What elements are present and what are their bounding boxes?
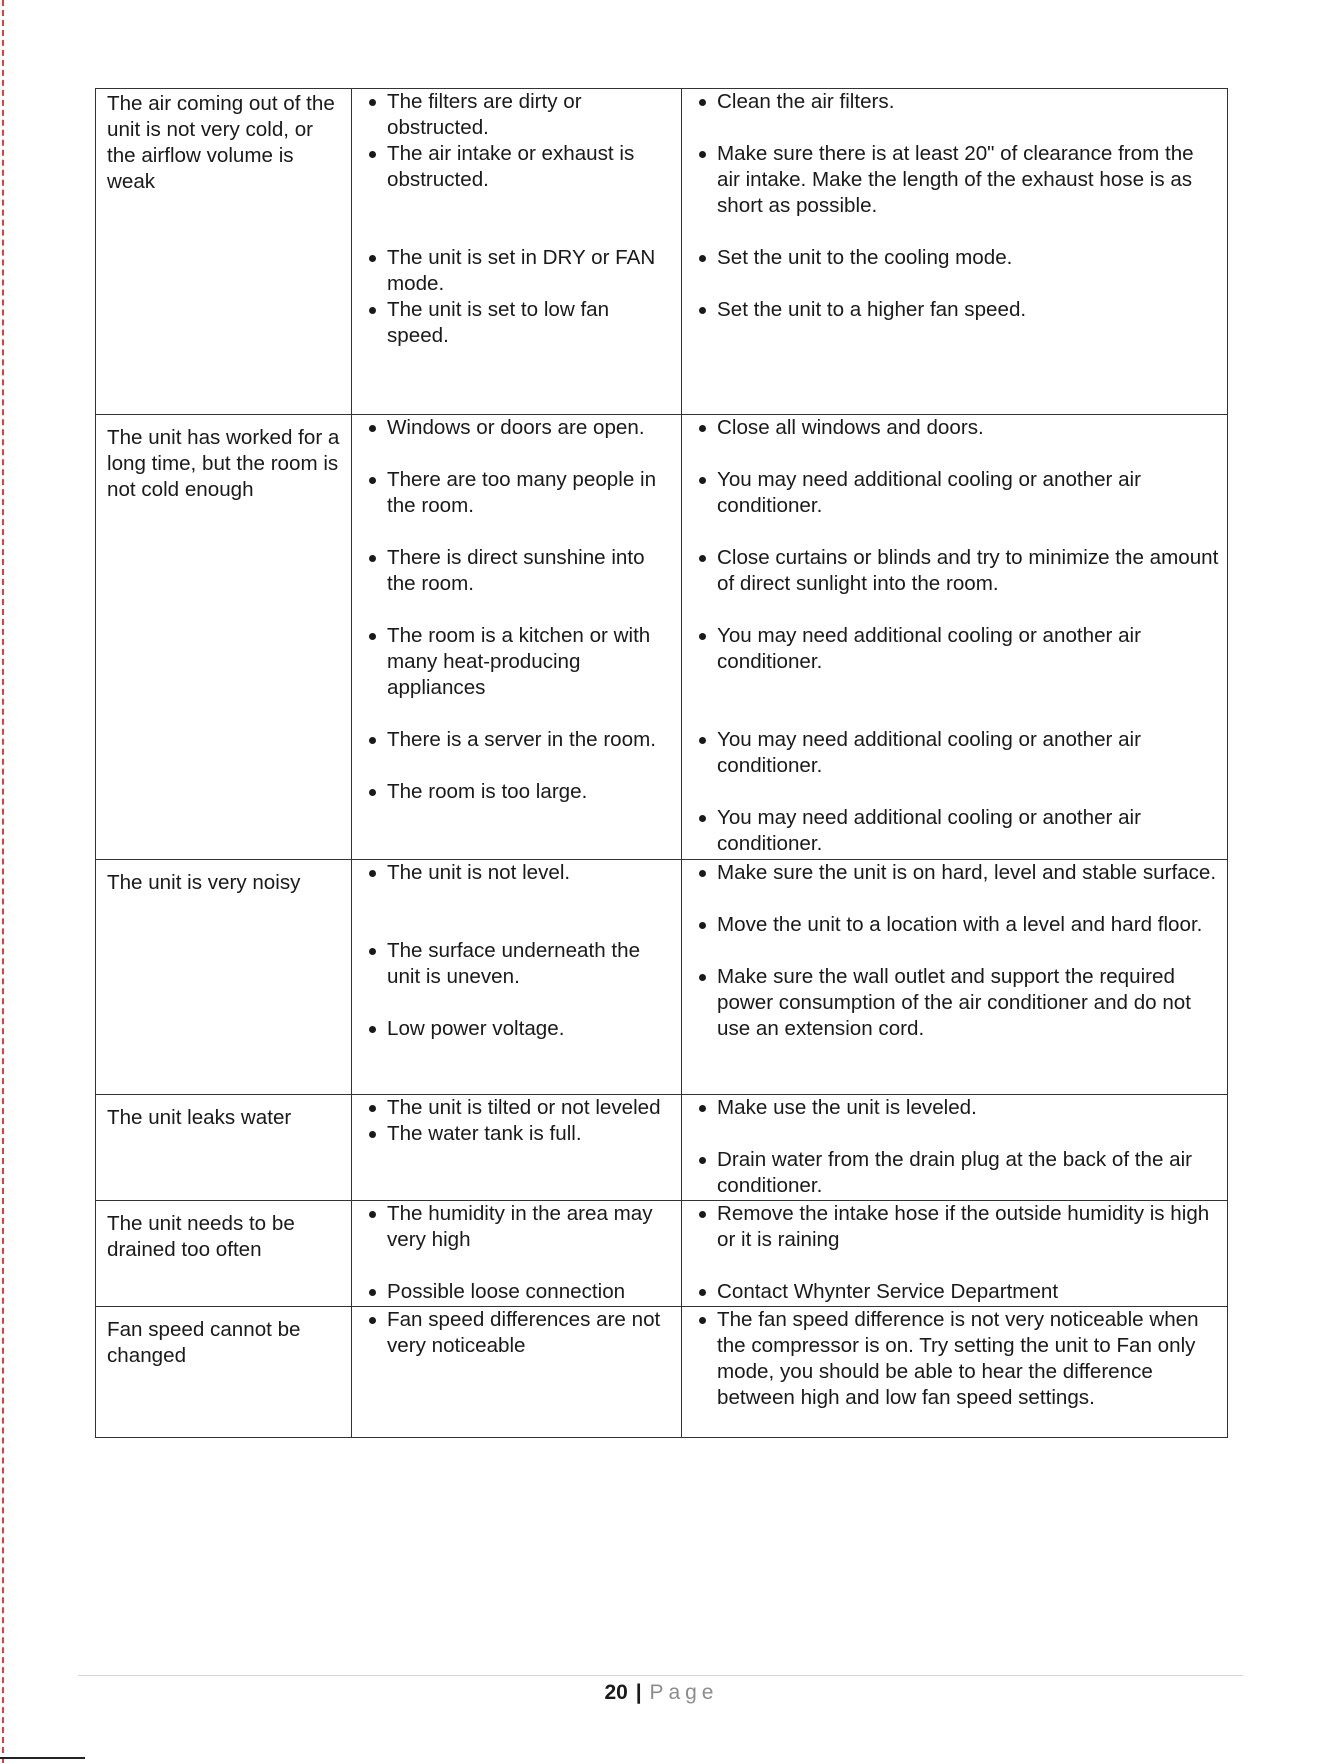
cause-cell [352,1201,682,1307]
solution-item: Set the unit to a higher fan speed. [682,297,1227,323]
solution-item: Set the unit to the cooling mode. [682,245,1227,271]
solution-cell [682,860,1228,1095]
solution-item: You may need additional cooling or another air conditioner. [682,805,1227,857]
cause-item: Possible loose connection [352,1279,681,1305]
cause-list [352,89,681,349]
problem-text: The unit leaks water [107,1106,292,1129]
cause-list [352,415,681,805]
cause-list [352,1201,681,1305]
solution-list [682,1095,1227,1199]
solution-list [682,1201,1227,1305]
solution-cell [682,1201,1228,1307]
problem-cell [96,415,352,860]
cause-cell [352,1095,682,1201]
solution-item: Make sure the wall outlet and support the required power consumption of the air conditioner and do not use an extension cord. [682,964,1227,1042]
cause-list [352,1095,681,1147]
table-row [96,1095,1228,1201]
solution-item: Make sure there is at least 20" of clearance from the air intake. Make the length of the exhaust hose is as short as possible. [682,141,1227,219]
solution-list [682,89,1227,323]
cause-item: The unit is set in DRY or FAN mode. [352,245,681,297]
cause-item: The room is too large. [352,779,681,805]
cause-item: The unit is not level. [352,860,681,886]
cause-item: The unit is tilted or not leveled [352,1095,681,1121]
cause-item: The air intake or exhaust is obstructed. [352,141,681,193]
problem-text: The unit needs to be drained too often [107,1212,295,1261]
table-row [96,1307,1228,1438]
solution-list [682,415,1227,857]
problem-cell [96,1201,352,1307]
cause-cell [352,1307,682,1438]
solution-item: Contact Whynter Service Department [682,1279,1227,1305]
cause-item: The water tank is full. [352,1121,681,1147]
problem-text: The unit has worked for a long time, but the room is not cold enough [107,426,340,501]
solution-item: Make use the unit is leveled. [682,1095,1227,1121]
cause-cell [352,860,682,1095]
cause-item: The surface underneath the unit is uneven. [352,938,681,990]
troubleshooting-table [95,88,1228,1438]
solution-item: You may need additional cooling or another air conditioner. [682,623,1227,675]
solution-cell [682,89,1228,415]
problem-text: The unit is very noisy [107,871,301,894]
problem-text: Fan speed cannot be changed [107,1318,301,1367]
solution-item: Close all windows and doors. [682,415,1227,441]
problem-cell [96,860,352,1095]
corner-mark [0,1757,85,1759]
cause-item: The room is a kitchen or with many heat-producing appliances [352,623,681,701]
table-row [96,89,1228,415]
footer-divider [78,1675,1243,1676]
solution-cell [682,1095,1228,1201]
problem-text: The air coming out of the unit is not very cold, or the airflow volume is weak [107,92,335,193]
problem-cell [96,1095,352,1201]
solution-item: Remove the intake hose if the outside humidity is high or it is raining [682,1201,1227,1253]
page-label: Page [649,1681,719,1704]
cause-item: Windows or doors are open. [352,415,681,441]
cause-item: There is a server in the room. [352,727,681,753]
problem-cell [96,1307,352,1438]
solution-item: You may need additional cooling or another air conditioner. [682,727,1227,779]
cause-item: The humidity in the area may very high [352,1201,681,1253]
problem-cell [96,89,352,415]
page-footer [0,1681,1323,1705]
solution-item: You may need additional cooling or another air conditioner. [682,467,1227,519]
page-separator: | [635,1681,642,1704]
solution-item: Move the unit to a location with a level and hard floor. [682,912,1227,938]
cause-list [352,860,681,1042]
table-row [96,415,1228,860]
solution-item: The fan speed difference is not very noticeable when the compressor is on. Try setting the unit to Fan only mode, you should be able to hear the difference between high and low fan speed settings. [682,1307,1227,1411]
cause-item: There are too many people in the room. [352,467,681,519]
cause-item: Fan speed differences are not very noticeable [352,1307,681,1359]
table-row [96,860,1228,1095]
cause-item: The filters are dirty or obstructed. [352,89,681,141]
cause-list [352,1307,681,1359]
solution-item: Close curtains or blinds and try to minimize the amount of direct sunlight into the room. [682,545,1227,597]
solution-item: Drain water from the drain plug at the back of the air conditioner. [682,1147,1227,1199]
solution-item: Clean the air filters. [682,89,1227,115]
cause-item: There is direct sunshine into the room. [352,545,681,597]
table-row [96,1201,1228,1307]
solution-list [682,1307,1227,1411]
page-number: 20 [604,1681,628,1704]
solution-item: Make sure the unit is on hard, level and stable surface. [682,860,1227,886]
cause-item: The unit is set to low fan speed. [352,297,681,349]
cause-cell [352,415,682,860]
solution-list [682,860,1227,1042]
solution-cell [682,1307,1228,1438]
cause-item: Low power voltage. [352,1016,681,1042]
left-margin-guide [2,0,4,1763]
solution-cell [682,415,1228,860]
cause-cell [352,89,682,415]
